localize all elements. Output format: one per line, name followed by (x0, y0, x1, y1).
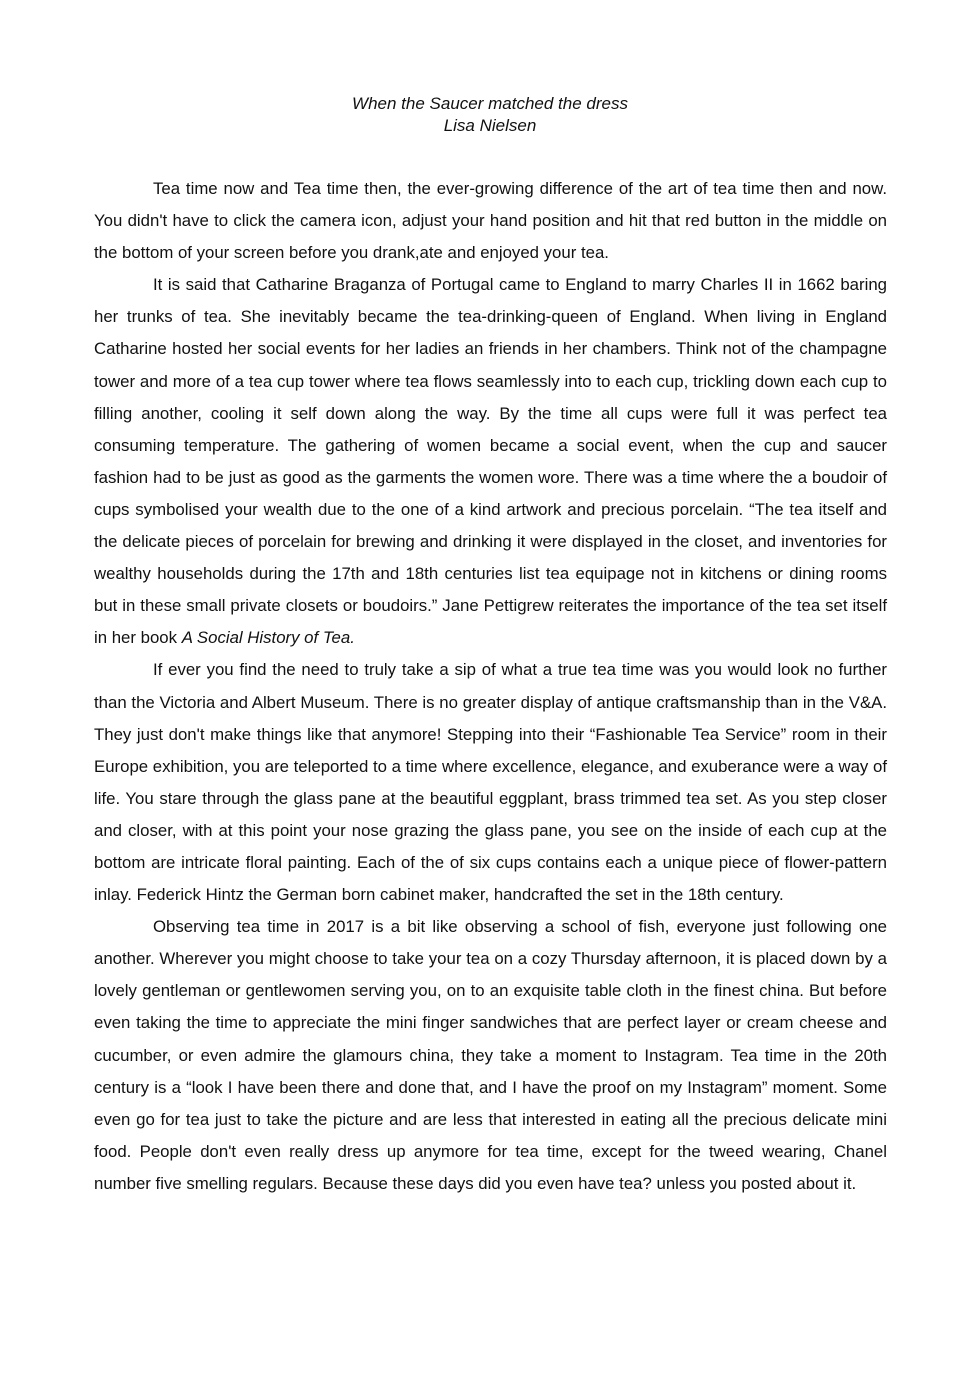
paragraph-4: Observing tea time in 2017 is a bit like observing a school of fish, everyone just following one another. Wherever you might choose to take your tea on a cozy Thursday afternoon, it is placed down by a lovely gentleman or gentlewomen serving you, on to an exquisite table cloth in the finest china. But before even taking the time to appreciate the mini finger sandwiches that are perfect layer or cream cheese and cucumber, or even admire the glamours china, they take a moment to Instagram. Tea time in the 20th century is a “look I have been there and done that, and I have the proof on my Instagram” moment. Some even go for tea just to take the picture and are less that interested in eating all the precious delicate mini food. People don't even really dress up anymore for tea time, except for the tweed wearing, Chanel number five smelling regulars. Because these days did you even have tea? unless you posted about it. (94, 917, 887, 1193)
document-body (94, 173, 887, 1200)
document-author: Lisa Nielsen (443, 116, 537, 135)
paragraph-3: If ever you find the need to truly take a sip of what a true tea time was you would look no further than the Victoria and Albert Museum. There is no greater display of antique craftsmanship than in the V&A. They just don't make things like that anymore! Stepping into their “Fashionable Tea Service” room in their Europe exhibition, you are teleported to a time where excellence, elegance, and exuberance were a way of life. You stare through the glass pane at the beautiful eggplant, brass trimmed tea set. As you step closer and closer, with at this point your nose grazing the glass pane, you see on the inside of each cup at the bottom are intricate floral painting. Each of the of six cups contains each a unique piece of flower-pattern inlay. Federick Hintz the German born cabinet maker, handcrafted the set in the 18th century. (94, 660, 887, 905)
book-title: A Social History of Tea. (181, 628, 355, 648)
document-title: When the Saucer matched the dress (352, 94, 628, 113)
paragraph-2-text: It is said that Catharine Braganza of Portugal came to England to marry Charles II in 1662 baring her trunks of tea. She inevitably became the tea-drinking-queen of England. When living in England Catharine hosted her social events for her ladies an friends in her chambers. Think not of the champagne tower and more of a tea cup tower where tea flows seamlessly into to each cup, trickling down each cup to filling another, cooling it self down along the way. By the time all cups were full it was perfect tea consuming temperature. The gathering of women became a social event, when the cup and saucer fashion had to be just as good as the garments the women wore. There was a time where the a boudoir of cups symbolised your wealth due to the one of a kind artwork and precious porcelain. “The tea itself and the delicate pieces of porcelain for brewing and drinking it were displayed in the closet, and inventories for wealthy households during the 17th and 18th centuries list tea equipage not in kitchens or dining rooms but in these small private closets or boudoirs.” Jane Pettigrew reiterates the importance of the tea set itself in her book (94, 275, 887, 648)
paragraph-2 (94, 269, 887, 654)
paragraph-1: Tea time now and Tea time then, the ever-growing difference of the art of tea time then and now. You didn't have to click the camera icon, adjust your hand position and hit that red button in the middle on the bottom of your screen before you drank,ate and enjoyed your tea. (94, 179, 887, 263)
